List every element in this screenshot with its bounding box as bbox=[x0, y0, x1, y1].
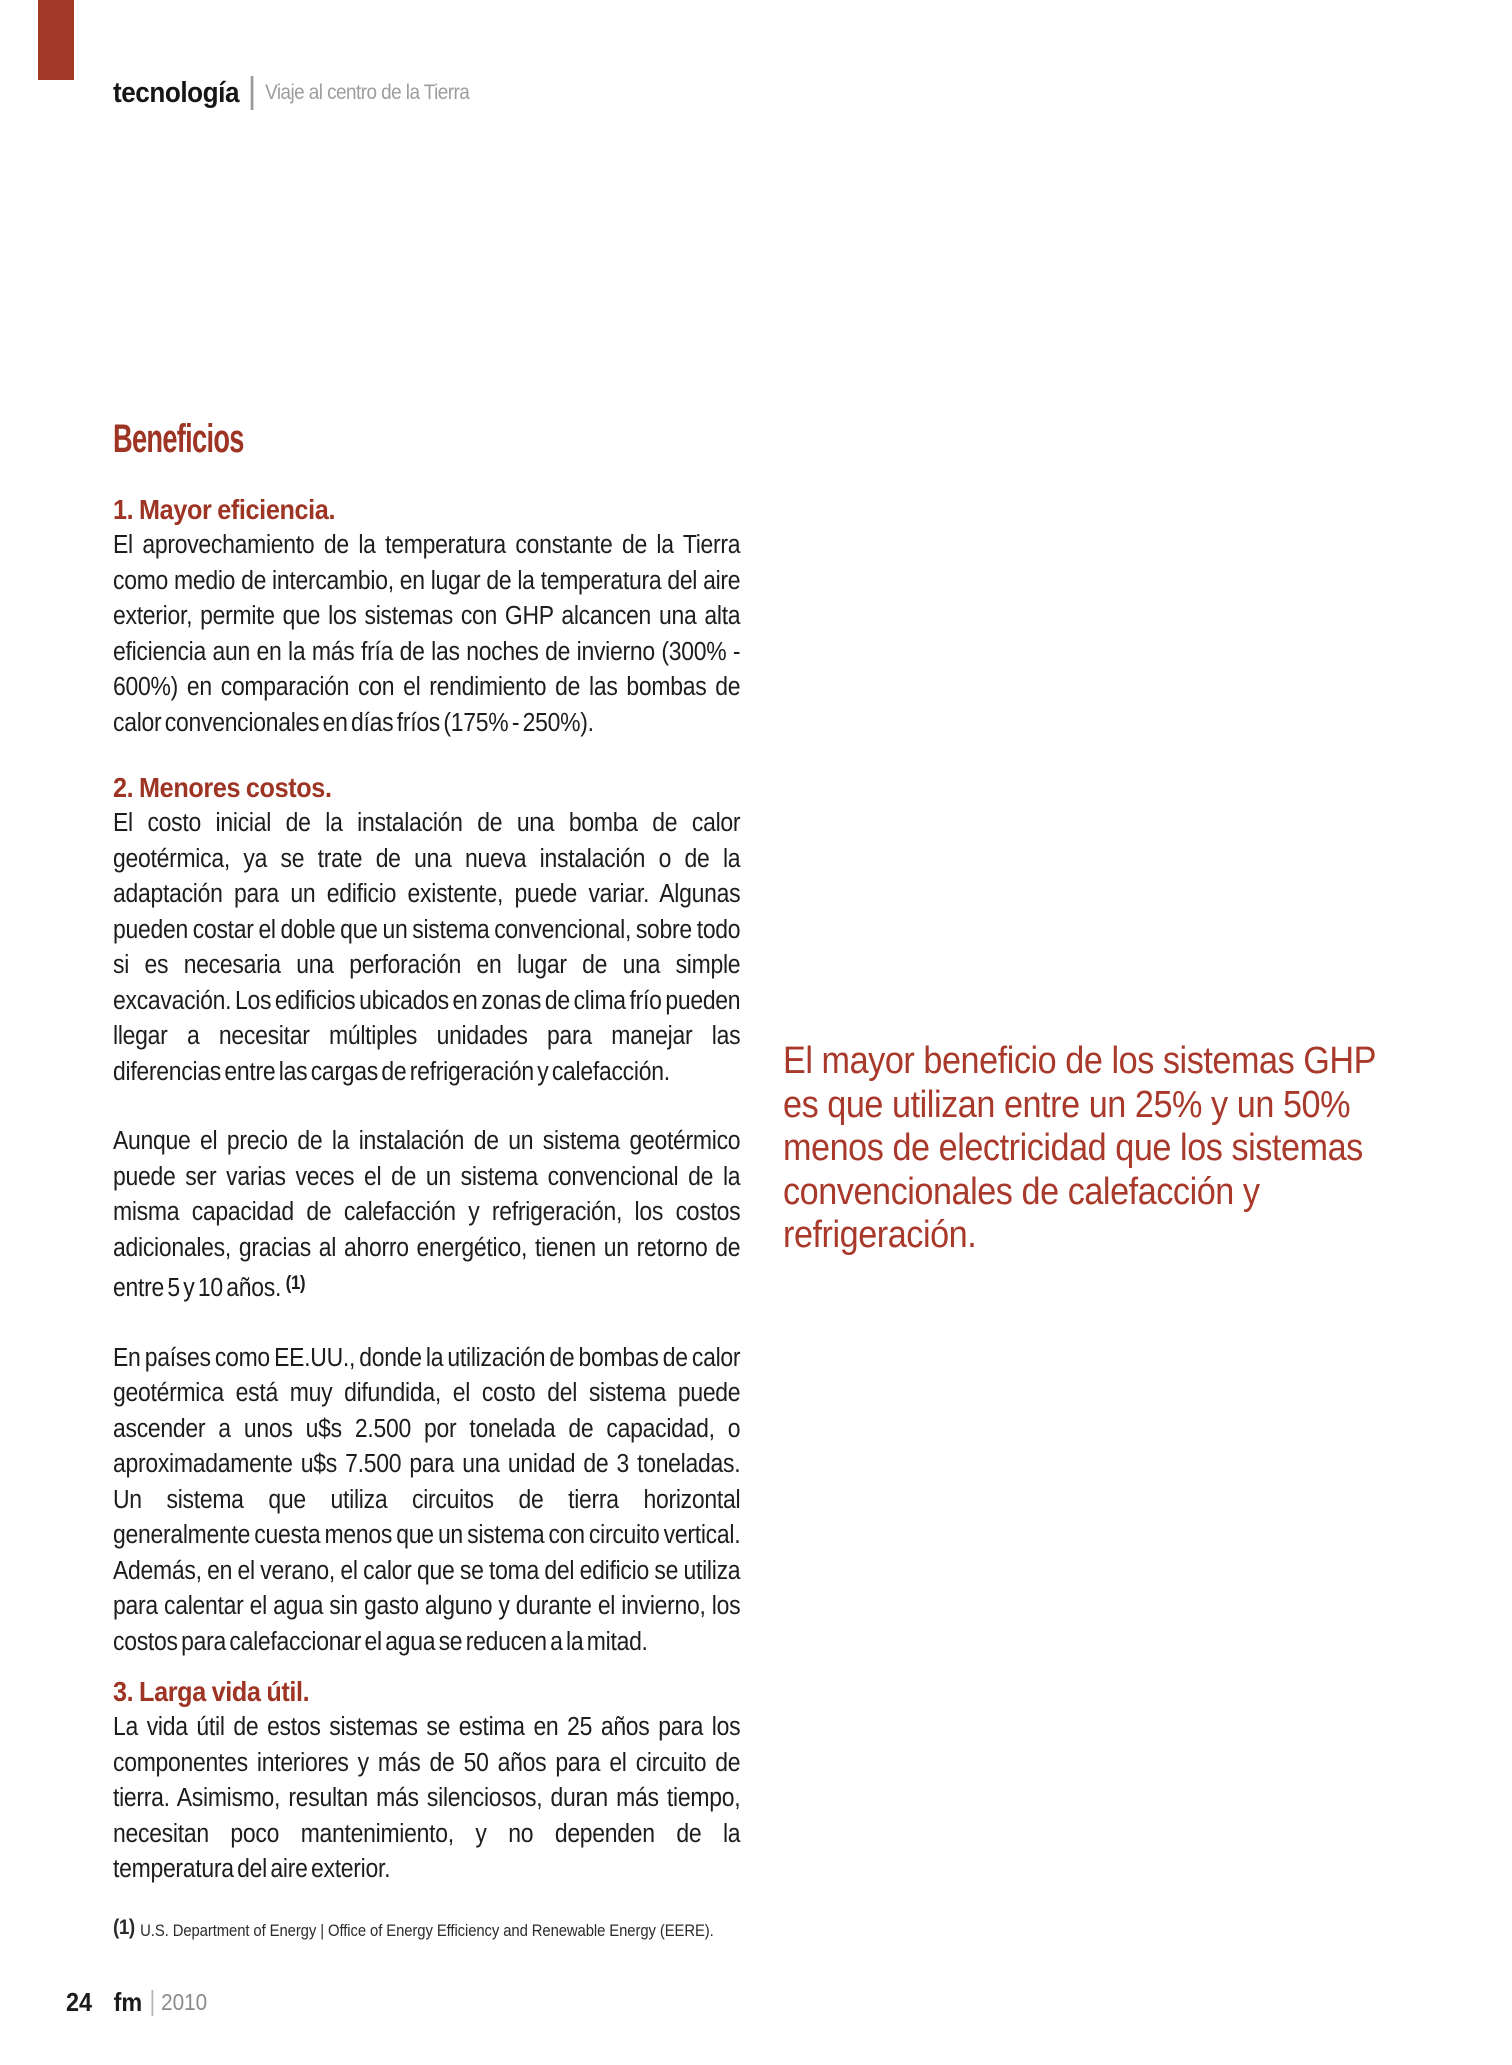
body-line-text: entre 5 y 10 años. bbox=[113, 1274, 282, 1302]
body-line: Además, en el verano, el calor que se toma del edificio se utiliza bbox=[113, 1556, 741, 1585]
body-line: geotérmica está muy difundida, el costo del sistema puede bbox=[113, 1379, 741, 1407]
section-heading: 2. Menores costos. bbox=[113, 772, 332, 803]
magazine-name: fm bbox=[113, 1987, 143, 2017]
section-mayor-eficiencia bbox=[113, 492, 740, 741]
pull-quote bbox=[783, 1040, 1431, 1258]
section-heading: 1. Mayor eficiencia. bbox=[113, 494, 336, 525]
body-line: Aunque el precio de la instalación de un sistema geotérmico bbox=[113, 1127, 741, 1155]
body-line: En países como EE.UU., donde la utilización de bombas de calor bbox=[113, 1343, 741, 1372]
publication-year: 2010 bbox=[161, 1989, 208, 2015]
body-line: para calentar el agua sin gasto alguno y durante el invierno, los bbox=[113, 1592, 741, 1620]
body-line: 600%) en comparación con el rendimiento de las bombas de bbox=[113, 673, 741, 701]
body-line: diferencias entre las cargas de refrigeración y calefacción. bbox=[113, 1057, 670, 1086]
footnote bbox=[113, 1916, 714, 1941]
body-line: costos para calefaccionar el agua se reducen a la mitad. bbox=[113, 1627, 648, 1656]
body-line: si es necesaria una perforación en lugar de una simple bbox=[113, 951, 741, 979]
pull-quote-line: es que utilizan entre un 25% y un 50% bbox=[783, 1083, 1351, 1126]
body-line: pueden costar el doble que un sistema convencional, sobre todo bbox=[113, 915, 741, 944]
paragraph bbox=[113, 528, 740, 741]
body-line: calor convencionales en días fríos (175% - 250%). bbox=[113, 708, 594, 737]
section-menores-costos bbox=[113, 770, 740, 1660]
body-line: adaptación para un edificio existente, puede variar. Algunas bbox=[113, 880, 741, 908]
pull-quote-line: El mayor beneficio de los sistemas GHP bbox=[783, 1040, 1377, 1082]
body-line: misma capacidad de calefacción y refrigeración, los costos bbox=[113, 1198, 741, 1226]
paragraph bbox=[113, 1341, 740, 1661]
page-title: Beneficios bbox=[113, 417, 244, 461]
pull-quote-line: menos de electricidad que los sistemas bbox=[783, 1127, 1363, 1169]
footnote-reference: (1) bbox=[285, 1273, 306, 1294]
body-line: aproximadamente u$s 7.500 para una unidad de 3 toneladas. bbox=[113, 1450, 741, 1478]
body-line: como medio de intercambio, en lugar de la temperatura del aire bbox=[113, 566, 741, 595]
footer-divider bbox=[151, 1990, 153, 2016]
body-line: puede ser varias veces el de un sistema convencional de la bbox=[113, 1162, 741, 1191]
section-larga-vida-util bbox=[113, 1674, 740, 1888]
paragraph bbox=[113, 1124, 740, 1307]
section-name: tecnología bbox=[113, 76, 240, 109]
article-subtitle: Viaje al centro de la Tierra bbox=[265, 81, 470, 104]
page-header bbox=[113, 76, 469, 110]
body-line: eficiencia aun en la más fría de las noches de invierno (300% - bbox=[113, 637, 741, 666]
body-line: componentes interiores y más de 50 años para el circuito de bbox=[113, 1748, 741, 1777]
body-line: generalmente cuesta menos que un sistema con circuito vertical. bbox=[113, 1521, 741, 1549]
body-line: temperatura del aire exterior. bbox=[113, 1855, 391, 1883]
footnote-text: U.S. Department of Energy | Office of Energy Efficiency and Renewable Energy (EERE). bbox=[140, 1922, 714, 1940]
body-line: llegar a necesitar múltiples unidades para manejar las bbox=[113, 1022, 741, 1050]
page-number: 24 bbox=[66, 1987, 93, 2017]
body-line: adicionales, gracias al ahorro energético, tienen un retorno de bbox=[113, 1233, 741, 1262]
body-line: El costo inicial de la instalación de una bomba de calor bbox=[113, 809, 741, 837]
body-line: exterior, permite que los sistemas con GHP alcancen una alta bbox=[113, 602, 741, 630]
section-tab-marker bbox=[38, 0, 74, 80]
body-line bbox=[113, 1266, 740, 1307]
body-line: geotérmica, ya se trate de una nueva instalación o de la bbox=[113, 844, 741, 873]
body-line: excavación. Los edificios ubicados en zonas de clima frío pueden bbox=[113, 986, 741, 1015]
body-line: necesitan poco mantenimiento, y no dependen de la bbox=[113, 1819, 741, 1848]
body-line: ascender a unos u$s 2.500 por tonelada de capacidad, o bbox=[113, 1414, 741, 1443]
section-heading: 3. Larga vida útil. bbox=[113, 1676, 310, 1707]
footnote-marker: (1) bbox=[113, 1916, 135, 1939]
header-divider bbox=[251, 76, 254, 110]
body-line: Un sistema que utiliza circuitos de tierra horizontal bbox=[113, 1485, 741, 1514]
body-line: La vida útil de estos sistemas se estima en 25 años para los bbox=[113, 1713, 741, 1741]
body-line: tierra. Asimismo, resultan más silenciosos, duran más tiempo, bbox=[113, 1784, 741, 1812]
pull-quote-line: refrigeración. bbox=[783, 1214, 977, 1256]
paragraph bbox=[113, 806, 740, 1090]
body-line: El aprovechamiento de la temperatura constante de la Tierra bbox=[113, 531, 741, 559]
page-footer bbox=[66, 1987, 207, 2018]
pull-quote-line: convencionales de calefacción y bbox=[783, 1170, 1260, 1213]
paragraph bbox=[113, 1710, 740, 1888]
